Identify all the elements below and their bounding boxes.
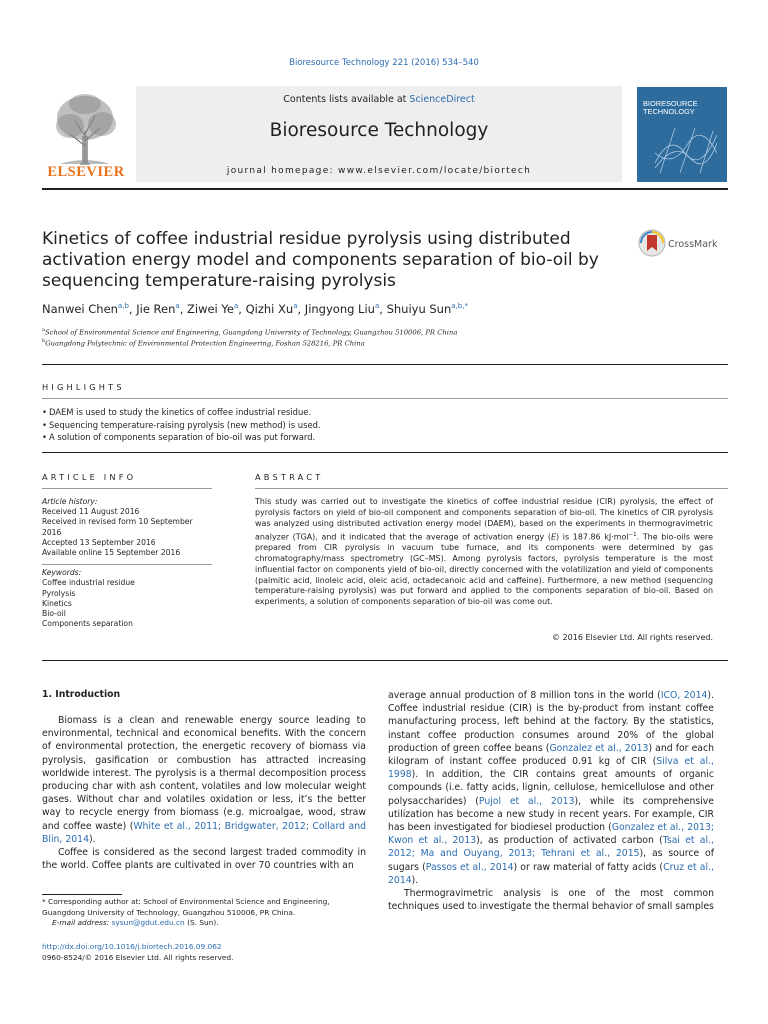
abstract-text: This study was carried out to investigate the kinetics of coffee industrial residue (CIR) pyrolysis, the effect of pyrolysis factors on yield of bio-oil component and components separation of bio-oil. The kinetics of CIR pyrolysis was analyzed using distributed activation energy model (DAEM), based on the experiments in thermogravimetric analyzer (TGA), and it indicated that the average of activation energy (E) is 187.86 kJ·mol$^{-1}$. The bio-oils were prepared from CIR pyrolysis in vacuum tube furnace, and its components were determined by gas chromatography/mass spectrometry (GC–MS). Among pyrolysis factors, pyrolysis temperature is the most influential factor on components yield of bio-oil, directly concerned with the volatilization and yield of components (palmitic acid, linoleic acid, oleic acid, octadecanoic acid and caffeine). Furthermore, a new method (sequencing temperature-raising pyrolysis) was put forward and applied to the components separation of bio-oil. Based on experiments, a solution of components separation of bio-oil was come out. bbox=[255, 497, 713, 607]
journal-reference[interactable]: Bioresource Technology 221 (2016) 534–540 bbox=[289, 58, 479, 68]
intro-paragraph: Coffee is considered as the second largest traded commodity in the world. Coffee plants are cultivated in over 70 countries with an bbox=[42, 847, 366, 872]
publisher-logo-text: ELSEVIER bbox=[47, 164, 125, 180]
contents-line bbox=[136, 94, 622, 105]
citation-link[interactable]: ICO, 2014 bbox=[660, 690, 708, 701]
introduction-heading: 1. Introduction bbox=[42, 689, 121, 700]
homepage-label: journal homepage: bbox=[226, 166, 339, 176]
corresponding-author: * Corresponding author at: School of Environmental Science and Engineering, Guangdong University of Technology, Guangzhou 510006, PR China. bbox=[42, 897, 330, 917]
author-list: Nanwei Chen$^{a,b}$, Jie Ren$^a$, Ziwei Ye$^a$, Qizhi Xu$^a$, Jingyong Liu$^a$, Shuiyu Sun$^{a,b,*}$ bbox=[42, 302, 468, 316]
keywords-rule bbox=[42, 564, 212, 565]
doi-block bbox=[42, 942, 233, 963]
abstract-heading: ABSTRACT bbox=[255, 472, 324, 482]
sciencedirect-link[interactable]: ScienceDirect bbox=[409, 94, 475, 105]
header-rule bbox=[42, 188, 728, 190]
keyword: Bio-oil bbox=[42, 609, 66, 619]
keyword: Coffee industrial residue bbox=[42, 578, 135, 588]
cover-title-line-1: BIORESOURCE bbox=[643, 99, 698, 108]
citation-link[interactable]: Silva et al., 1998 bbox=[388, 756, 714, 781]
crossmark-icon[interactable] bbox=[638, 229, 666, 257]
abstract-rule bbox=[255, 488, 728, 489]
history-item: Available online 15 September 2016 bbox=[42, 548, 181, 558]
highlights-rule bbox=[42, 398, 728, 399]
keyword: Kinetics bbox=[42, 598, 72, 608]
author[interactable]: Shuiyu Sun$^{a,b,*}$ bbox=[386, 302, 468, 316]
keywords-label: Keywords: bbox=[42, 568, 82, 578]
history-label: Article history: bbox=[42, 497, 98, 506]
highlight-item: • Sequencing temperature-raising pyrolysis (new method) is used. bbox=[42, 419, 722, 432]
highlight-item: • A solution of components separation of bio-oil was put forward. bbox=[42, 431, 722, 444]
history-item: Received in revised form 10 September 2016 bbox=[42, 517, 193, 537]
intro-paragraph: Biomass is a clean and renewable energy source leading to environmental, technical and economical benefits. With the concern of environmental protection, the energetic recovery of biomass via pyrolysis, gasification or combustion has attracted increasing worldwide interest. The pyrolysis is a thermal decomposition process producing char with ash content, volatiles and low molecular weight gases. Without char and volatiles oxidation or less, it’s the better way to recycle energy from biomass (e.g. microalgae, wood, straw and coffee waste) (White et al., 2011; Bridgwater, 2012; Collard and Blin, 2014). bbox=[42, 715, 366, 845]
journal-homepage bbox=[136, 166, 622, 176]
crossmark-label[interactable]: CrossMark bbox=[668, 239, 718, 250]
author[interactable]: Nanwei Chen$^{a,b}$ bbox=[42, 302, 129, 316]
intro-right-column bbox=[388, 689, 714, 913]
citation-link[interactable]: Passos et al., 2014 bbox=[425, 861, 514, 873]
cover-title bbox=[643, 100, 723, 116]
intro-paragraph: Thermogravimetric analysis is one of the most common techniques used to investigate the thermal behavior of small samples bbox=[388, 888, 714, 913]
contents-prefix: Contents lists available at bbox=[283, 94, 410, 105]
article-info-heading: ARTICLE INFO bbox=[42, 472, 137, 482]
citation-link[interactable]: Pujol et al., 2013 bbox=[478, 795, 575, 807]
highlight-item: • DAEM is used to study the kinetics of coffee industrial residue. bbox=[42, 406, 722, 419]
author[interactable]: Ziwei Ye$^a$ bbox=[187, 302, 239, 316]
journal-cover bbox=[637, 87, 727, 182]
history-item: Received 11 August 2016 bbox=[42, 507, 140, 517]
author[interactable]: Jingyong Liu$^a$ bbox=[304, 302, 380, 316]
doi-link[interactable]: http://dx.doi.org/10.1016/j.biortech.2016.09.062 bbox=[42, 942, 222, 951]
author[interactable]: Jie Ren$^a$ bbox=[136, 302, 180, 316]
homepage-url[interactable]: www.elsevier.com/locate/biortech bbox=[338, 166, 532, 176]
abstract-copyright: © 2016 Elsevier Ltd. All rights reserved. bbox=[552, 633, 713, 642]
issn-line: 0960-8524/© 2016 Elsevier Ltd. All rights reserved. bbox=[42, 952, 234, 962]
cover-graphic bbox=[655, 123, 717, 175]
history-item: Accepted 13 September 2016 bbox=[42, 537, 156, 547]
keyword: Components separation bbox=[42, 619, 133, 629]
paper-title: Kinetics of coffee industrial residue pyrolysis using distributed activation energy model and components separation of bio-oil by sequencing temperature-raising pyrolysis bbox=[42, 229, 599, 291]
highlights-list bbox=[42, 406, 722, 444]
citation-link[interactable]: Gonzalez et al., 2013; Kwon et al., 2013 bbox=[388, 822, 714, 847]
citation-link[interactable]: White et al., 2011; Bridgwater, 2012; Collard and Blin, 2014 bbox=[42, 820, 366, 845]
author[interactable]: Qizhi Xu$^a$ bbox=[245, 302, 298, 316]
corresponding-author-footnote: * Corresponding author at: School of Environmental Science and Engineering, Guangdong University of Technology, Guangzhou 510006, PR China. E-mail address: sysun@gdut.edu.cn (S. Sun). bbox=[42, 897, 372, 929]
journal-title: Bioresource Technology bbox=[269, 120, 489, 141]
affiliation: $^a$School of Environmental Science and Engineering, Guangdong University of Technology, Guangzhou 510006, PR China bbox=[42, 327, 458, 337]
section-rule bbox=[42, 452, 728, 453]
citation-link[interactable]: Cruz et al., 2014 bbox=[388, 861, 715, 886]
email-link[interactable]: sysun@gdut.edu.cn bbox=[111, 918, 185, 928]
intro-paragraph: average annual production of 8 million tons in the world (ICO, 2014). Coffee industrial residue (CIR) is the by-product from instant coffee manufacturing process, left behind at the factory. By the statistics, instant coffee production consumes around 20% of the global production of green coffee beans (Gonzalez et al., 2013) and for each kilogram of instant coffee produced 0.91 kg of CIR (Silva et al., 1998). In addition, the CIR contains great amounts of organic compounds (i.e. fatty acids, lignin, cellulose, hemicellulose and other polysaccharides) (Pujol et al., 2013), while its comprehensive utilization has become a new study in recent years. For example, CIR has been investigated for biodiesel production (Gonzalez et al., 2013; Kwon et al., 2013), as production of activated carbon (Tsai et al., 2012; Ma and Ouyang, 2013; Tehrani et al., 2015), as source of sugars (Passos et al., 2014) or raw material of fatty acids (Cruz et al., 2014). bbox=[388, 690, 715, 886]
highlights-heading: HIGHLIGHTS bbox=[42, 382, 125, 392]
section-rule bbox=[42, 660, 728, 661]
cover-title-line-2: TECHNOLOGY bbox=[643, 106, 695, 116]
citation-link[interactable]: Gonzalez et al., 2013 bbox=[549, 742, 649, 754]
article-info bbox=[42, 497, 212, 629]
citation-link[interactable]: Tsai et al., 2012; Ma and Ouyang, 2013; Tehrani et al., 2015 bbox=[388, 835, 714, 860]
email-label: E-mail address: bbox=[52, 918, 112, 928]
intro-left-column bbox=[42, 714, 366, 872]
affiliation: $^b$Guangdong Polytechnic of Environmental Protection Engineering, Foshan 528216, PR China bbox=[42, 338, 365, 348]
footnote-rule bbox=[42, 894, 122, 895]
keyword: Pyrolysis bbox=[42, 588, 76, 598]
article-info-rule bbox=[42, 488, 212, 489]
section-rule bbox=[42, 364, 728, 365]
